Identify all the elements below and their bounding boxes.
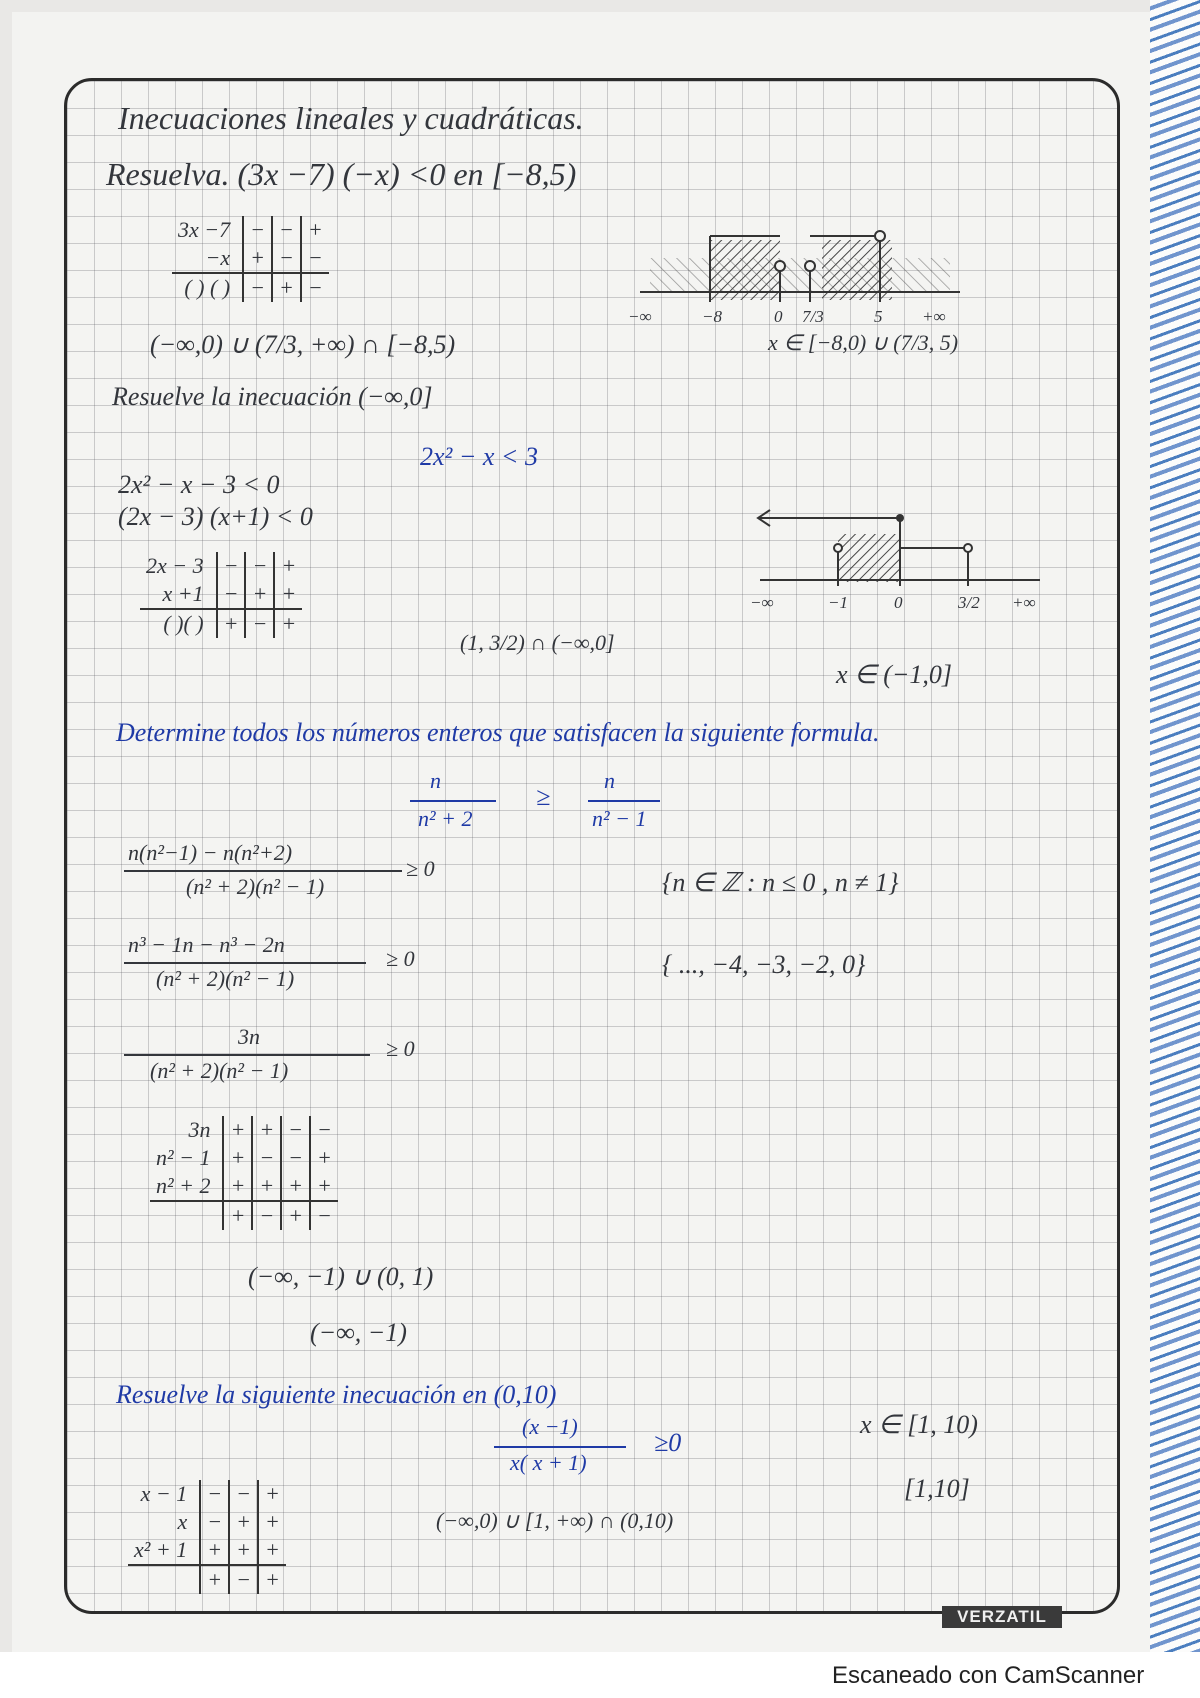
sign-table-label: n² + 2 <box>156 1173 211 1198</box>
ex3-step2-num: n³ − 1n − n³ − 2n <box>128 932 285 957</box>
sign-cell: + <box>217 609 246 638</box>
sign-table-label: x +1 <box>162 581 204 606</box>
ex3-step2-geq: ≥ 0 <box>386 946 415 971</box>
notebook-edge-pattern <box>1150 0 1200 1698</box>
brand-logo: VERZATIL <box>942 1606 1062 1628</box>
open-point <box>834 544 842 552</box>
ex3-lhs-num: n <box>430 768 441 793</box>
ex3-rhs-den: n² − 1 <box>592 806 647 831</box>
sign-cell: − <box>272 216 301 244</box>
axis-label: 0 <box>894 593 903 612</box>
sign-cell: − <box>200 1508 229 1536</box>
sign-cell: − <box>229 1565 258 1594</box>
ex3-sign-table <box>150 1116 338 1230</box>
sign-table-label <box>150 1201 223 1230</box>
scanner-watermark: Escaneado con CamScanner <box>832 1662 1145 1689</box>
ex4-answer: x ∈ [1, 10) <box>860 1410 978 1439</box>
ex3-step1-geq: ≥ 0 <box>406 856 435 881</box>
ex1-answer: x ∈ [−8,0) ∪ (7/3, 5) <box>768 330 959 355</box>
sign-cell: + <box>310 1144 338 1172</box>
fraction-bar <box>410 800 496 802</box>
sign-table-label: 3n <box>188 1117 211 1142</box>
sign-cell: + <box>258 1565 286 1594</box>
sign-cell: − <box>229 1480 258 1508</box>
ex2-number-line <box>750 520 1080 620</box>
closed-point <box>896 514 904 522</box>
sign-cell: + <box>258 1508 286 1536</box>
axis-label: 3/2 <box>958 593 980 612</box>
sign-cell: + <box>258 1536 286 1565</box>
sign-cell: + <box>200 1565 229 1594</box>
open-point <box>805 261 815 271</box>
fraction-bar <box>124 870 402 872</box>
sign-table-label: 2x − 3 <box>146 553 204 578</box>
sign-table-label: 3x −7 <box>178 217 231 242</box>
ex2-answer: x ∈ (−1,0] <box>836 660 953 689</box>
sign-cell: − <box>252 1201 281 1230</box>
ex3-union: (−∞, −1) ∪ (0, 1) <box>248 1262 434 1291</box>
ex1-sign-table <box>172 216 329 302</box>
sign-cell: − <box>281 1144 310 1172</box>
sign-cell: + <box>272 273 301 302</box>
sign-cell: − <box>252 1144 281 1172</box>
sign-cell: − <box>301 273 329 302</box>
sign-cell: + <box>243 244 272 273</box>
sign-table-label <box>128 1565 200 1594</box>
sign-cell: + <box>200 1536 229 1565</box>
sign-cell: + <box>274 580 302 609</box>
ex2-sign-table <box>140 552 302 638</box>
ex1-prompt: Resuelva. (3x −7) (−x) <0 en [−8,5) <box>106 156 577 192</box>
sign-cell: − <box>217 552 246 580</box>
fraction-bar <box>124 962 366 964</box>
ex2-step2: (2x − 3) (x+1) < 0 <box>118 502 313 531</box>
ex2-step1: 2x² − x − 3 < 0 <box>118 470 280 499</box>
open-point <box>964 544 972 552</box>
ex2-inequality: 2x² − x < 3 <box>420 442 538 471</box>
ex4-sign-table <box>128 1480 286 1594</box>
sign-cell: − <box>217 580 246 609</box>
open-point <box>875 231 885 241</box>
sign-cell: − <box>245 552 274 580</box>
sign-cell: + <box>252 1116 281 1144</box>
axis-label: −8 <box>702 307 722 326</box>
ex4-frac-den: x( x + 1) <box>510 1450 587 1475</box>
sign-cell: + <box>223 1144 252 1172</box>
sign-cell: + <box>281 1201 310 1230</box>
sign-table-label: ( ) ( ) <box>172 273 243 302</box>
sign-cell: − <box>200 1480 229 1508</box>
ex3-result: (−∞, −1) <box>310 1318 407 1347</box>
sign-cell: + <box>252 1172 281 1201</box>
sign-cell: + <box>223 1201 252 1230</box>
sign-table-label: n² − 1 <box>156 1145 211 1170</box>
sign-cell: − <box>301 244 329 273</box>
axis-label: +∞ <box>922 307 946 326</box>
ex3-step3-geq: ≥ 0 <box>386 1036 415 1061</box>
ex2-intersection: (1, 3/2) ∩ (−∞,0] <box>460 630 615 655</box>
sign-table-label: x <box>177 1509 188 1534</box>
ex1-union: (−∞,0) ∪ (7/3, +∞) ∩ [−8,5) <box>150 330 456 359</box>
sign-cell: − <box>243 216 272 244</box>
ex3-lhs-den: n² + 2 <box>418 806 473 831</box>
sign-cell: + <box>274 609 302 638</box>
axis-label: 5 <box>874 307 883 326</box>
ex3-step3-num: 3n <box>238 1024 260 1049</box>
ex3-set-list: { ..., −4, −3, −2, 0} <box>662 950 866 979</box>
sign-table-label: x − 1 <box>140 1481 188 1506</box>
sign-cell: + <box>223 1116 252 1144</box>
ex2-prompt: Resuelve la inecuación (−∞,0] <box>112 382 433 411</box>
sign-table-label: x² + 1 <box>134 1537 188 1562</box>
ex4-relation: ≥0 <box>654 1428 682 1457</box>
shaded-interval <box>650 258 950 292</box>
axis-label: −1 <box>828 593 848 612</box>
sign-cell: − <box>281 1116 310 1144</box>
fraction-bar <box>124 1054 370 1056</box>
ex4-answer-alt: [1,10] <box>904 1474 970 1503</box>
fraction-bar <box>588 800 660 802</box>
sign-cell: − <box>310 1201 338 1230</box>
sign-cell: + <box>258 1480 286 1508</box>
axis-label: −∞ <box>750 593 774 612</box>
axis-label: −∞ <box>628 307 652 326</box>
ex3-step1-den: (n² + 2)(n² − 1) <box>186 874 325 899</box>
ex3-step3-den: (n² + 2)(n² − 1) <box>150 1058 289 1083</box>
sign-cell: + <box>301 216 329 244</box>
ex3-prompt: Determine todos los números enteros que satisfacen la siguiente formula. <box>116 718 880 747</box>
sign-table-label: ( )( ) <box>140 609 217 638</box>
sign-cell: + <box>223 1172 252 1201</box>
ex4-union: (−∞,0) ∪ [1, +∞) ∩ (0,10) <box>436 1508 674 1533</box>
axis-label: 7/3 <box>802 307 824 326</box>
axis-label: +∞ <box>1012 593 1036 612</box>
ex3-relation: ≥ <box>536 782 551 811</box>
shaded-interval <box>838 534 900 582</box>
ex4-prompt: Resuelve la siguiente inecuación en (0,10) <box>116 1380 557 1409</box>
sign-cell: − <box>272 244 301 273</box>
ex3-step1-num: n(n²−1) − n(n²+2) <box>128 840 293 865</box>
sign-cell: + <box>281 1172 310 1201</box>
ex4-frac-num: (x −1) <box>522 1414 578 1439</box>
sign-cell: + <box>229 1508 258 1536</box>
fraction-bar <box>494 1446 626 1448</box>
sign-cell: + <box>245 580 274 609</box>
sign-table-label: −x <box>205 245 231 270</box>
sign-cell: − <box>310 1116 338 1144</box>
ex3-rhs-num: n <box>604 768 615 793</box>
ex3-set-builder: {n ∈ ℤ : n ≤ 0 , n ≠ 1} <box>662 868 899 897</box>
axis-label: 0 <box>774 307 783 326</box>
ex1-number-line <box>628 222 1050 342</box>
sign-cell: − <box>243 273 272 302</box>
page-title: Inecuaciones lineales y cuadráticas. <box>118 100 584 136</box>
open-point <box>775 261 785 271</box>
sign-cell: + <box>229 1536 258 1565</box>
sign-cell: + <box>274 552 302 580</box>
ex3-step2-den: (n² + 2)(n² − 1) <box>156 966 295 991</box>
sign-cell: − <box>245 609 274 638</box>
sign-cell: + <box>310 1172 338 1201</box>
